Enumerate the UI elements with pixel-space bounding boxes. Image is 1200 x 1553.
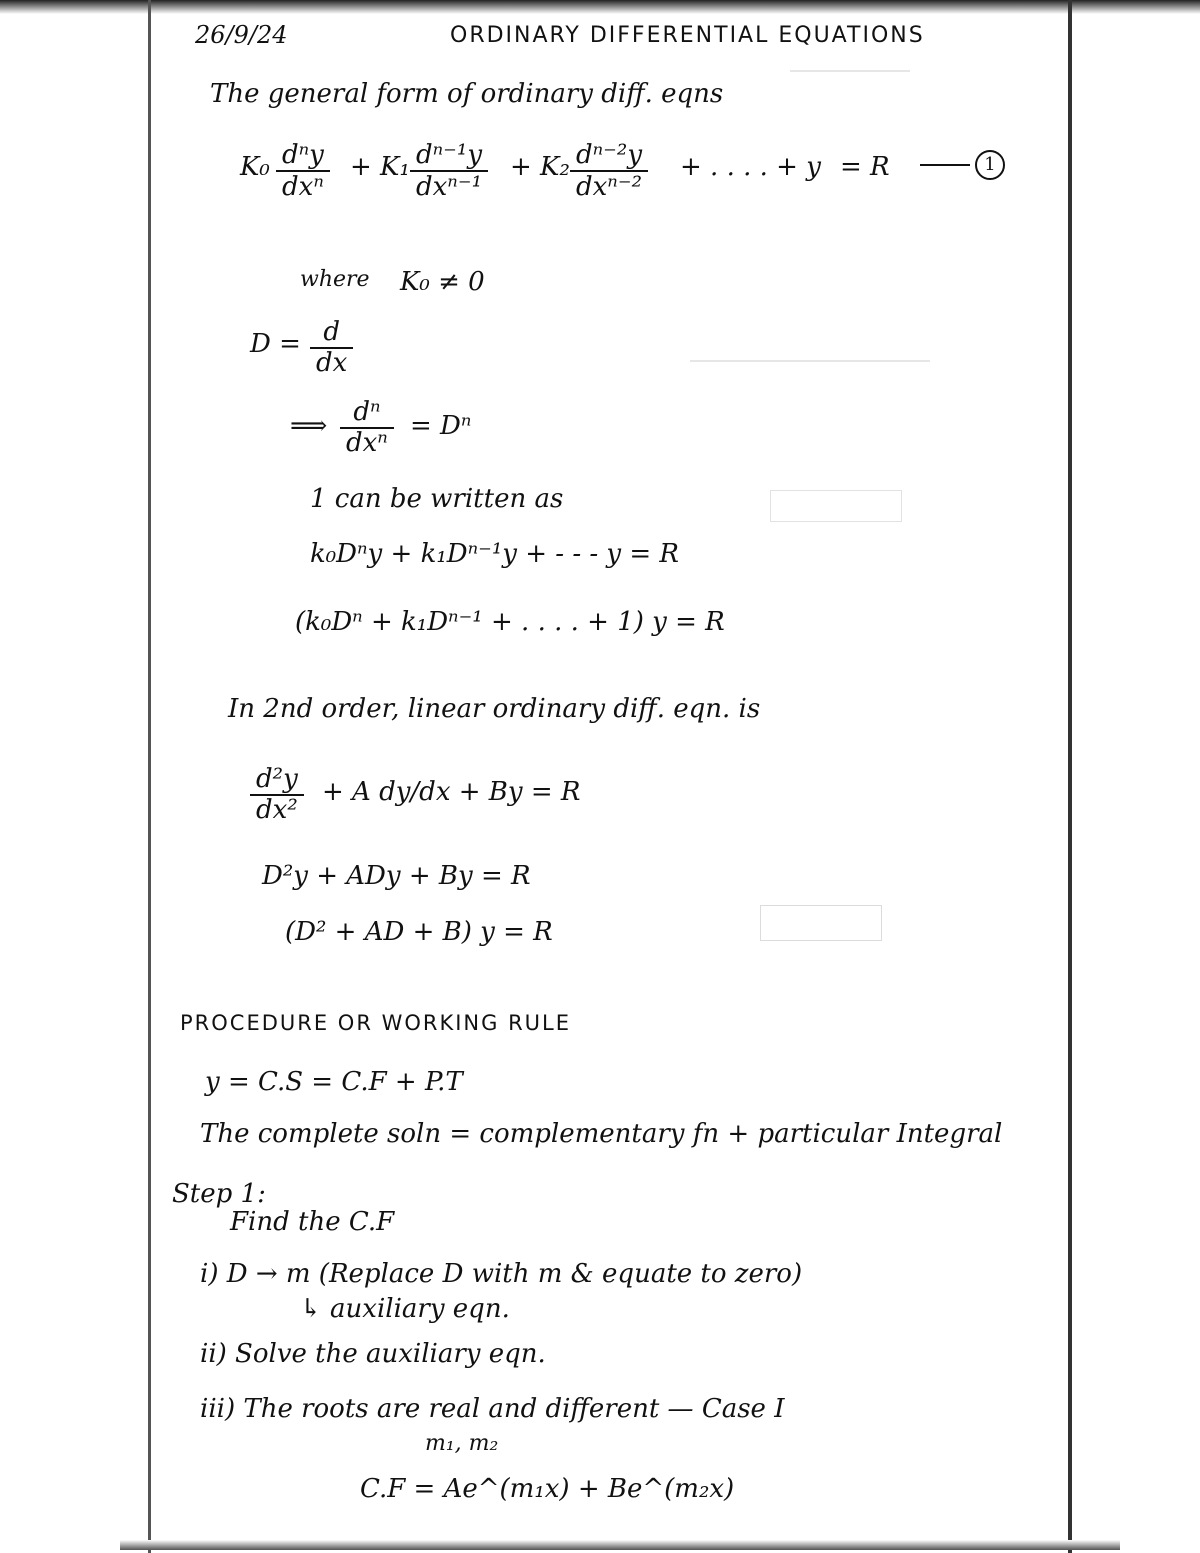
eq1-fraction-1 [276, 140, 330, 202]
complete-solution-text: The complete soln = complementary fn + particular Integral [200, 1119, 1003, 1149]
general-form-heading: The general form of ordinary diff. eqns [210, 79, 724, 109]
eq1-numerator-1: dⁿy [276, 140, 330, 172]
eq1-denominator-2: dxⁿ⁻¹ [416, 172, 482, 202]
d-definition-label: D = [250, 329, 301, 359]
eq1-tag-line [920, 164, 970, 166]
dn-fraction [340, 398, 394, 457]
d-denominator: dx [316, 347, 348, 378]
eq1-fraction-2 [410, 140, 488, 202]
where-label: where [300, 267, 370, 292]
eq1-denominator-1: dxⁿ [282, 172, 324, 202]
second-order-operator-1: D²y + ADy + By = R [262, 861, 531, 891]
eq1-numerator-2: dⁿ⁻¹y [410, 140, 488, 172]
page-edge-top [0, 0, 1200, 14]
roots-m1-m2: m₁, m₂ [425, 1431, 499, 1456]
second-order-numerator: d²y [250, 765, 304, 796]
second-order-operator-2: (D² + AD + B) y = R [285, 917, 553, 947]
can-be-written: 1 can be written as [310, 484, 564, 514]
find-cf: Find the C.F [230, 1207, 395, 1237]
bleed-through-box [760, 905, 882, 941]
k0-condition: K₀ ≠ 0 [400, 267, 485, 297]
eq1-numerator-3: dⁿ⁻²y [570, 140, 648, 172]
page-edge-bottom [120, 1540, 1120, 1550]
eq1-rhs: = R [840, 152, 890, 182]
eq1-fraction-3 [570, 140, 648, 202]
bleed-through-box [770, 490, 902, 522]
operator-form-2: (k₀Dⁿ + k₁Dⁿ⁻¹ + . . . . + 1) y = R [295, 607, 725, 637]
step-1-label: Step 1: [172, 1179, 266, 1209]
d-numerator: d [310, 318, 353, 349]
dn-operator: = Dⁿ [410, 411, 472, 441]
d-definition-fraction [310, 318, 353, 377]
notebook-margin-left [148, 0, 151, 1553]
procedure-heading: PROCEDURE OR WORKING RULE [180, 1011, 572, 1035]
eq1-coef-k0: K₀ [240, 152, 270, 182]
second-order-rest: + A dy/dx + By = R [322, 777, 581, 807]
second-order-fraction [250, 765, 304, 824]
implies-arrow: ⟹ [290, 411, 328, 441]
second-order-heading: In 2nd order, linear ordinary diff. eqn. is [228, 694, 761, 724]
eq1-tag: 1 [975, 150, 1005, 180]
eq1-denominator-3: dxⁿ⁻² [576, 172, 642, 202]
eq1-coef-k1: + K₁ [350, 152, 410, 182]
second-order-denominator: dx² [256, 794, 298, 825]
bleed-through-mark [690, 360, 930, 362]
operator-form-1: k₀Dⁿy + k₁Dⁿ⁻¹y + - - - y = R [310, 539, 680, 569]
equation-general-ode [240, 140, 1020, 220]
step-ii: ii) Solve the auxiliary eqn. [200, 1339, 546, 1369]
cf-formula: C.F = Ae^(m₁x) + Be^(m₂x) [360, 1474, 735, 1504]
eq1-coef-k2: + K₂ [510, 152, 570, 182]
step-iii: iii) The roots are real and different — Case I [200, 1394, 785, 1424]
dn-denominator: dxⁿ [346, 427, 388, 458]
page-date: 26/9/24 [195, 21, 288, 49]
bleed-through-mark [790, 70, 910, 72]
step-i: i) D → m (Replace D with m & equate to zero) [200, 1259, 803, 1289]
auxiliary-eqn-note: ↳ auxiliary eqn. [300, 1294, 510, 1324]
notebook-margin-right [1068, 0, 1072, 1553]
eq1-tail: + . . . . + y [680, 152, 821, 182]
dn-numerator: dⁿ [340, 398, 394, 429]
page-title: ORDINARY DIFFERENTIAL EQUATIONS [450, 23, 925, 48]
complete-solution-formula: y = C.S = C.F + P.T [205, 1067, 463, 1097]
